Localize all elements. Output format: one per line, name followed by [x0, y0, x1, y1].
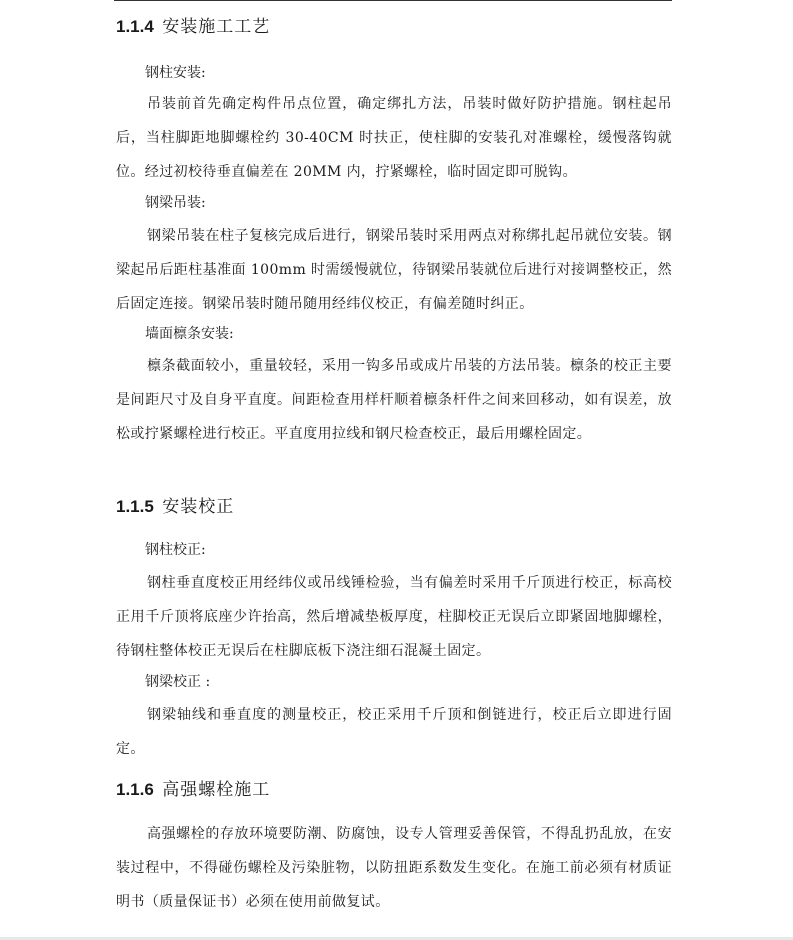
section-number: 1.1.6 — [116, 780, 154, 799]
section-heading-1-1-5 — [116, 496, 234, 518]
section-title: 安装校正 — [162, 497, 235, 517]
paragraph: 高强螺栓的存放环境要防潮、防腐蚀，设专人管理妥善保管，不得乱扔乱放，在安装过程中，不得碰伤螺栓及污染脏物，以防扭距系数发生变化。在施工前必须有材质证明书（质量保证书）必须在使用前做复试。 — [116, 826, 672, 910]
section-heading-1-1-4 — [116, 16, 270, 38]
subsection-label: 钢柱校正: — [145, 542, 206, 558]
header-rule — [114, 0, 672, 1]
section-title: 高强螺栓施工 — [162, 780, 271, 800]
paragraph: 檩条截面较小，重量较轻，采用一钩多吊或成片吊装的方法吊装。檩条的校正主要是间距尺寸及自身平直度。间距检查用样杆顺着檩条杆件之间来回移动，如有误差，放松或拧紧螺栓进行校正。平直度用拉线和钢尺检查校正，最后用螺栓固定。 — [116, 358, 672, 442]
paragraph: 钢梁轴线和垂直度的测量校正，校正采用千斤顶和倒链进行，校正后立即进行固定。 — [116, 707, 672, 757]
section-number: 1.1.4 — [116, 17, 154, 36]
section-heading-1-1-6 — [116, 779, 270, 801]
section-number: 1.1.5 — [116, 497, 154, 516]
subsection-label: 墙面檩条安装: — [145, 326, 234, 342]
paragraph: 钢柱垂直度校正用经纬仪或吊线锤检验，当有偏差时采用千斤顶进行校正，标高校正用千斤顶将底座少许抬高，然后增减垫板厚度，柱脚校正无误后立即紧固地脚螺栓，待钢柱整体校正无误后在柱脚底板下浇注细石混凝土固定。 — [116, 575, 672, 659]
paragraph: 钢梁吊装在柱子复核完成后进行，钢梁吊装时采用两点对称绑扎起吊就位安装。钢梁起吊后距柱基准面 100mm 时需缓慢就位，待钢梁吊装就位后进行对接调整校正，然后固定连接。钢梁吊装时随吊随用经纬仪校正，有偏差随时纠正。 — [116, 228, 672, 312]
subsection-label: 钢梁吊装: — [145, 195, 206, 211]
subsection-label: 钢梁校正 : — [145, 674, 211, 690]
section-title: 安装施工工艺 — [162, 17, 271, 37]
paragraph: 吊装前首先确定构件吊点位置，确定绑扎方法，吊装时做好防护措施。钢柱起吊后，当柱脚距地脚螺栓约 30-40CM 时扶正，使柱脚的安装孔对准螺栓，缓慢落钩就位。经过初校待垂直偏差在 20MM 内，拧紧螺栓，临时固定即可脱钩。 — [116, 96, 672, 180]
subsection-label: 钢柱安装: — [145, 65, 206, 81]
